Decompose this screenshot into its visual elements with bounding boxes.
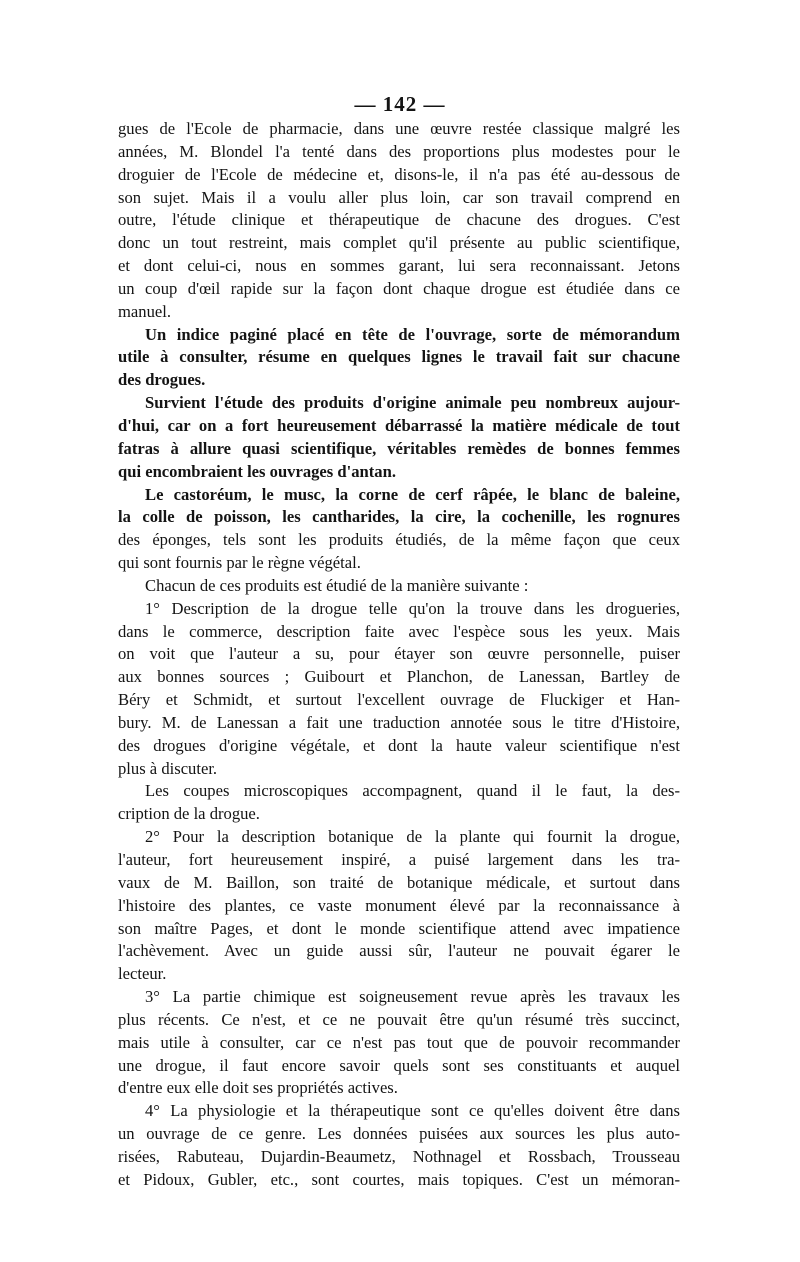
text-line: son maître Pages, et dont le monde scientifique attend avec impatience [118, 918, 680, 938]
text-line: Chacun de ces produits est étudié de la manière suivante : [145, 575, 529, 595]
text-line: une drogue, il faut encore savoir quels sont ses constituants et auquel [118, 1055, 680, 1075]
text-line: vaux de M. Baillon, son traité de botanique médicale, et surtout dans [118, 872, 680, 892]
text-line: on voit que l'auteur a su, pour étayer son œuvre personnelle, puiser [118, 644, 680, 664]
body-text [118, 118, 680, 1192]
text-line: plus à discuter. [118, 758, 218, 778]
text-line: risées, Rabuteau, Dujardin-Beaumetz, Nothnagel et Rossbach, Trousseau [118, 1146, 680, 1166]
text-line: qui encombraient les ouvrages d'antan. [118, 461, 396, 481]
text-line: 4° La physiologie et la thérapeutique sont ce qu'elles doivent être dans [145, 1101, 680, 1121]
text-line: Les coupes microscopiques accompagnent, quand il le faut, la des- [145, 781, 680, 801]
text-line: cription de la drogue. [118, 804, 260, 824]
text-line: plus récents. Ce n'est, et ce ne pouvait être qu'un résumé très succinct, [118, 1009, 680, 1029]
text-line: manuel. [118, 301, 171, 321]
text-line: Béry et Schmidt, et surtout l'excellent ouvrage de Fluckiger et Han- [118, 690, 680, 710]
text-line: Le castoréum, le musc, la corne de cerf râpée, le blanc de baleine, [145, 484, 680, 504]
text-line: des éponges, tels sont les produits étudiés, de la même façon que ceux [118, 530, 680, 550]
text-line: lecteur. [118, 964, 167, 984]
text-line: dans le commerce, description faite avec l'espèce sous les yeux. Mais [118, 621, 680, 641]
text-line: années, M. Blondel l'a tenté dans des proportions plus modestes pour le [118, 141, 680, 161]
text-line: qui sont fournis par le règne végétal. [118, 553, 361, 573]
text-line: 2° Pour la description botanique de la plante qui fournit la drogue, [145, 827, 680, 847]
text-line: des drogues d'origine végétale, et dont la haute valeur scientifique n'est [118, 735, 680, 755]
page-number: — 142 — [354, 92, 446, 116]
text-line: et dont celui-ci, nous en sommes garant, lui sera reconnaissant. Jetons [118, 256, 680, 276]
text-line: donc un tout restreint, mais complet qu'il présente au public scientifique, [118, 233, 680, 253]
text-line: fatras à allure quasi scientifique, véritables remèdes de bonnes femmes [118, 438, 680, 458]
text-line: Un indice paginé placé en tête de l'ouvrage, sorte de mémorandum [145, 324, 680, 344]
text-line: droguier de l'Ecole de médecine et, disons-le, il n'a pas été au-dessous de [118, 164, 680, 184]
text-line: gues de l'Ecole de pharmacie, dans une œuvre restée classique malgré les [118, 119, 680, 138]
text-line: l'achèvement. Avec un guide aussi sûr, l'auteur ne pouvait égarer le [118, 941, 680, 961]
text-line: l'auteur, fort heureusement inspiré, a puisé largement dans les tra- [118, 850, 680, 869]
text-line: d'entre eux elle doit ses propriétés actives. [118, 1078, 398, 1098]
text-line: des drogues. [118, 370, 206, 390]
text-line: 3° La partie chimique est soigneusement revue après les travaux les [145, 987, 680, 1007]
text-line: un ouvrage de ce genre. Les données puisées aux sources les plus auto- [118, 1124, 680, 1144]
text-line: utile à consulter, résume en quelques lignes le travail fait sur chacune [118, 347, 680, 367]
text-line: un coup d'œil rapide sur la façon dont chaque drogue est étudiée dans ce [118, 278, 680, 298]
text-line: l'histoire des plantes, ce vaste monument élevé par la reconnaissance à [118, 895, 680, 915]
text-line: aux bonnes sources ; Guibourt et Planchon, de Lanessan, Bartley de [118, 667, 680, 687]
text-line: son sujet. Mais il a voulu aller plus loin, car son travail comprend en [118, 187, 680, 207]
text-line: d'hui, car on a fort heureusement débarrassé la matière médicale de tout [118, 415, 680, 435]
text-line: la colle de poisson, les cantharides, la cire, la cochenille, les rognures [118, 507, 680, 527]
text-line: outre, l'étude clinique et thérapeutique de chacune des drogues. C'est [118, 210, 680, 230]
text-line: mais utile à consulter, car ce n'est pas tout que de pouvoir recommander [118, 1032, 680, 1052]
text-line: bury. M. de Lanessan a fait une traduction annotée sous le titre d'Histoire, [118, 712, 680, 732]
text-line: 1° Description de la drogue telle qu'on la trouve dans les drogueries, [145, 598, 680, 618]
text-line: Survient l'étude des produits d'origine animale peu nombreux aujour- [145, 393, 680, 413]
text-line: et Pidoux, Gubler, etc., sont courtes, mais topiques. C'est un mémoran- [118, 1169, 680, 1189]
